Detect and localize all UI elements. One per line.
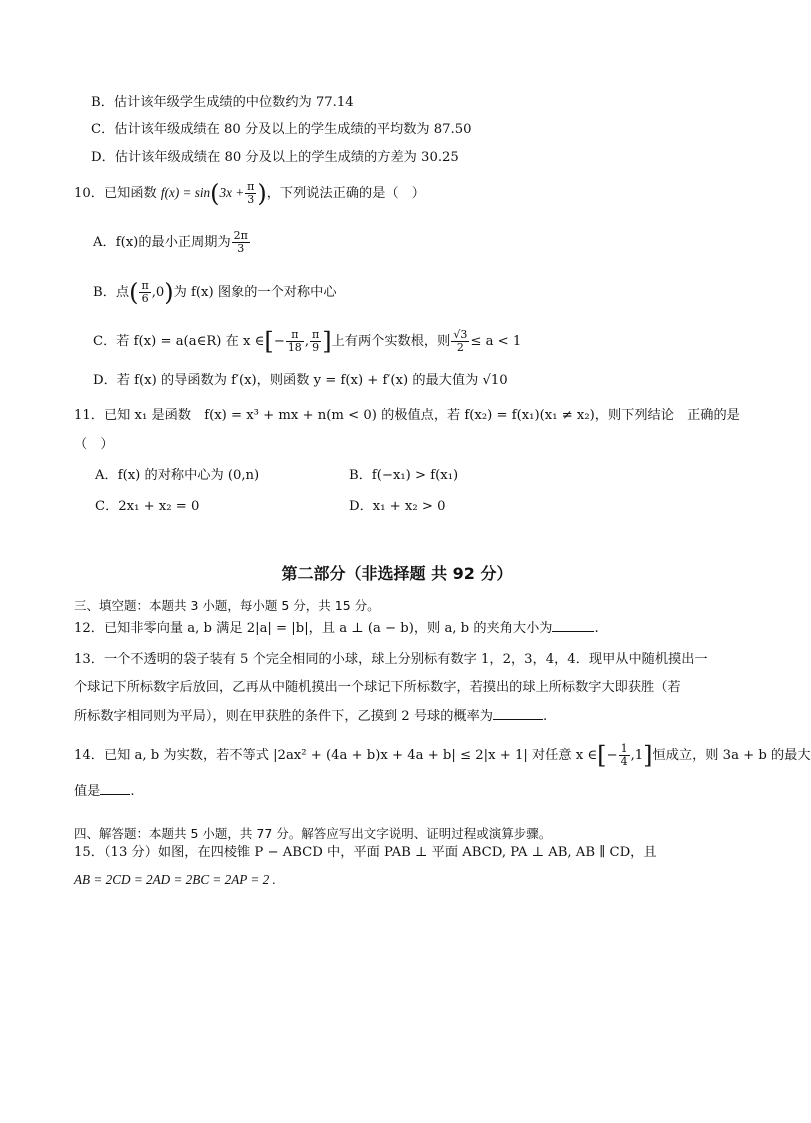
- q11-option-b: B．f(−x₁) > f(x₁): [349, 468, 459, 483]
- q10-stem: 10．已知函数 f(x) = sin(3x + $\frac{\pi}{3}$ )，下列说法正确的是（ ）: [74, 179, 425, 208]
- q15-line2: AB = 2CD = 2AD = 2BC = 2AP = 2 .: [74, 872, 276, 887]
- section3-heading: 三、填空题：本题共 3 小题，每小题 5 分，共 15 分。: [74, 598, 380, 613]
- part2-title: 第二部分（非选择题 共 92 分）: [281, 564, 513, 583]
- q13-answer-blank: [493, 707, 543, 720]
- q10-option-d: D．若 f(x) 的导函数为 f′(x)，则函数 y = f(x) + f′(x) 的最大值为 √10: [93, 373, 508, 388]
- q10-option-c: C．若 f(x) = a(a∈R) 在 x ∈[− $\frac{\pi}{18}$ , $\frac{\pi}{9}$ ]上有两个实数根，则 $\frac{√3}{2}$ ≤ a < 1: [93, 327, 522, 356]
- q11-paren: （ ）: [74, 437, 114, 452]
- q10-option-b: B．点( $\frac{\pi}{6}$ ,0)为 f(x) 图象的一个对称中心: [93, 278, 337, 307]
- section4-heading: 四、解答题：本题共 5 小题，共 77 分。解答应写出文字说明、证明过程或演算步骤。: [74, 826, 552, 841]
- q11-option-d: D．x₁ + x₂ > 0: [349, 499, 446, 514]
- q11-option-c: C．2x₁ + x₂ = 0: [95, 499, 200, 514]
- q11-option-a: A．f(x) 的对称中心为 (0,n): [95, 468, 260, 483]
- q10-option-a: A．f(x)的最小正周期为 $\frac{2\pi}{3}$: [93, 229, 248, 255]
- q11-stem: 11．已知 x₁ 是函数 f(x) = x³ + mx + n(m < 0) 的极值点，若 f(x₂) = f(x₁)(x₁ ≠ x₂)，则下列结论 正确的是: [74, 408, 740, 423]
- q12-text: 12．已知非零向量 a, b 满足 2|a| = |b|，且 a ⊥ (a − b)，则 a, b 的夹角大小为 .: [74, 621, 599, 636]
- q9-option-b: B．估计该年级学生成绩的中位数约为 77.14: [91, 95, 354, 110]
- q14-answer-blank: [100, 782, 130, 795]
- q12-answer-blank: [552, 619, 594, 632]
- q14-line1: 14．已知 a, b 为实数，若不等式 |2ax² + (4a + b)x + 4a + b| ≤ 2|x + 1| 对任意 x ∈[− $\frac{1}{4}$ ,1]恒成立，则 3a + b 的最大: [74, 741, 811, 770]
- q13-line2: 个球记下所标数字后放回，乙再从中随机摸出一个球记下所标数字，若摸出的球上所标数字大即获胜（若: [74, 680, 681, 695]
- q9-option-c: C．估计该年级成绩在 80 分及以上的学生成绩的平均数为 87.50: [91, 122, 472, 137]
- q13-line3: 所标数字相同则为平局），则在甲获胜的条件下，乙摸到 2 号球的概率为 .: [74, 709, 548, 724]
- q9-option-d: D．估计该年级成绩在 80 分及以上的学生成绩的方差为 30.25: [91, 150, 459, 165]
- q14-line2: 值是 .: [74, 784, 135, 799]
- q15-line1: 15．（13 分）如图，在四棱锥 P − ABCD 中，平面 PAB ⊥ 平面 ABCD, PA ⊥ AB, AB ∥ CD，且: [74, 845, 657, 860]
- q13-line1: 13．一个不透明的袋子装有 5 个完全相同的小球，球上分别标有数字 1，2，3，4，4．现甲从中随机摸出一: [74, 652, 708, 667]
- q10-pi-over-3: $\frac{\pi}{3}$: [247, 180, 255, 206]
